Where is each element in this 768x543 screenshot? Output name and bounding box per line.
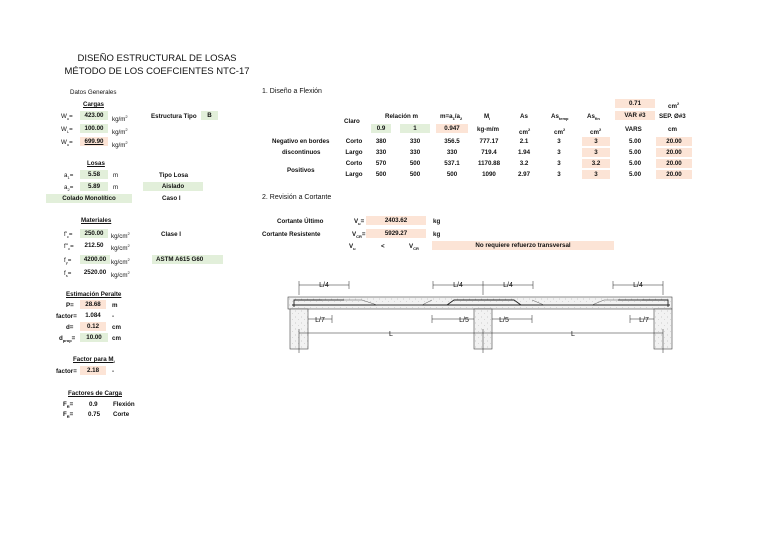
fr2-value: 0.75 [88,411,101,418]
wu-label: $W_u=$ [61,113,73,122]
flexion-top-value: 0.71 [615,99,655,108]
sub-rel2[interactable]: 1 [400,124,430,133]
header-sep: SEP. Ø#3 [659,113,686,120]
flexion-cell-r1: 380 [375,138,387,145]
flexion-cell-m: 330 [446,149,458,156]
title-line-1: DISEÑO ESTRUCTURAL DE LOSAS [77,53,237,64]
header-m-ratio: $m=a_1/a_2$ [440,113,463,122]
fy-label: $f_y=$ [64,257,72,266]
a2-value[interactable]: 5.89 [80,182,108,191]
estructura-tipo-value[interactable]: B [201,111,218,120]
sub-sep-unit: cm [668,126,677,133]
title-line-2: MÉTODO DE LOS COEFCIENTES NTC-17 [64,66,250,77]
header-mi: $M_i$ [484,113,491,122]
flexion-heading: 1. Diseño a Flexión [262,88,322,95]
cortante-resistente-label: Cortante Resistente [262,231,321,238]
flexion-cell-r1: 570 [375,160,387,167]
tipo-losa-value[interactable]: Aislado [143,182,203,191]
fc-value[interactable]: 250.00 [80,229,108,238]
group-negativo-line2: discontinuos [282,149,321,156]
top-dimensions [299,281,663,295]
sub-as-unit: $cm^2$ [519,127,531,137]
flexion-cell-var: 5.00 [628,149,642,156]
factor-label: factor= [56,313,77,320]
sub-var-unit: VARS [625,126,642,133]
fs-value: 2520.00 [83,269,107,276]
dim-l5-a: L/5 [459,317,469,324]
p-unit: m [112,302,118,309]
wu-value[interactable]: 423.00 [80,111,108,120]
flexion-cell-sep: 20.00 [656,159,692,168]
dim-l4-c: L/4 [503,282,513,289]
header-claro: Claro [344,118,360,125]
vu-unit: kg [433,218,441,225]
flexion-cell-r2: 330 [409,149,421,156]
estructura-tipo-label: Estructura Tipo [151,113,197,120]
flexion-cell-mi: 1090 [482,171,496,178]
losas-heading: Losas [87,160,105,167]
a2-unit: m [113,184,119,191]
d-label: d= [66,324,74,331]
flexion-cell-mi: 1170.88 [477,160,501,167]
header-var: VAR #3 [615,111,655,120]
astm-value[interactable]: ASTM A615 G60 [152,255,223,264]
cortante-result: No requiere refuerzo transversal [432,241,614,250]
colado-monolitico-value[interactable]: Colado Monolítico [46,194,132,203]
sub-mi-unit: kg-m/m [477,126,500,133]
flexion-cell-mi: 719.4 [481,149,497,156]
cortante-ultimo-label: Cortante Último [277,218,324,225]
p-value: 28.68 [80,300,106,309]
flexion-cell-asf: 3 [582,170,610,179]
factores-carga-heading: Factores de Carga [68,390,122,397]
group-positivos: Positivos [287,167,315,174]
dprop-unit: cm [112,335,121,342]
d-unit: cm [112,324,121,331]
fr1-value: 0.9 [89,401,98,408]
flexion-cell-var: 5.00 [628,138,642,145]
header-as-temp: $As_{temp}$ [551,113,569,122]
flexion-cell-as: 2.1 [519,138,529,145]
a1-value[interactable]: 5.58 [80,170,108,179]
fc2-value: 212.50 [84,242,104,249]
dim-l4-d: L/4 [633,282,643,289]
dim-l7-a: L/7 [315,317,325,324]
fr2-label: $F_R=$ [63,411,74,420]
dim-l7-b: L/7 [639,317,649,324]
estimacion-peralte-heading: Estimación Peralte [66,291,122,298]
flexion-cell-m: 356.5 [444,138,460,145]
flexion-cell-sep: 20.00 [656,137,692,146]
wd-value: 699.90 [80,137,108,146]
flexion-cell-asf: 3 [582,148,610,157]
cmp-operator: < [381,243,385,250]
wl-value[interactable]: 100.00 [80,124,108,133]
fs-label: $f_s=$ [64,270,72,279]
factor-value: 1.084 [85,312,101,319]
slab-reinforcement-diagram [282,273,682,358]
flexion-cell-asf: 3.2 [582,159,610,168]
flexion-cell-claro: Largo [345,171,363,178]
a2-label: $a_2=$ [64,184,74,193]
flexion-cell-as: 1.94 [517,149,531,156]
flexion-cell-ast: 3 [557,171,561,178]
sub-ast-unit: $cm^2$ [554,127,566,137]
dim-l-a: L [389,331,393,338]
a1-label: $a_1=$ [64,172,74,181]
fc2-label: $f''_c=$ [64,243,74,252]
factor-unit: - [112,313,115,320]
flexion-cell-as: 3.2 [519,160,529,167]
vu-value: 2403.62 [366,216,426,225]
flexion-cell-mi: 777.17 [479,138,499,145]
flexion-cell-r2: 330 [409,138,421,145]
flexion-cell-claro: Largo [345,149,363,156]
flexion-cell-m: 537.1 [444,160,460,167]
wl-label: $W_L=$ [61,126,73,135]
wd-unit: $kg/m^2$ [112,140,128,150]
factor-mi-heading: Factor para $M_i$ [73,356,115,365]
a1-unit: m [113,172,119,179]
d-value: 0.12 [80,322,106,331]
flexion-cell-m: 500 [446,171,458,178]
dim-l5-b: L/5 [499,317,509,324]
caso-value: Caso I [162,195,181,202]
sub-mval: 0.947 [436,124,468,133]
flexion-cell-ast: 3 [557,160,561,167]
fc2-unit: $kg/cm^2$ [111,243,130,253]
flexion-cell-sep: 20.00 [656,170,692,179]
flexion-cell-asf: 3 [582,137,610,146]
factor-mi-label: factor= [56,368,77,375]
fr1-desc: Flexión [113,401,135,408]
flexion-cell-r2: 500 [409,171,421,178]
flexion-cell-claro: Corto [345,138,363,145]
sub-asf-unit: $cm^2$ [590,127,602,137]
flexion-cell-var: 5.00 [628,171,642,178]
p-label: P= [66,302,74,309]
flexion-top-unit: $cm^2$ [668,101,680,111]
clase-value: Clase I [161,231,181,238]
vcr-unit: kg [433,231,441,238]
flexion-cell-r1: 330 [375,149,387,156]
wl-unit: $kg/m^2$ [112,127,128,137]
wd-label: $W_u=$ [61,139,73,148]
dim-l-b: L [571,331,575,338]
flexion-cell-r2: 500 [409,160,421,167]
flexion-cell-ast: 3 [557,138,561,145]
datos-generales-heading: Datos Generales [70,89,117,96]
vcr-label: $V_{CR}=$ [352,231,366,240]
flexion-cell-r1: 500 [375,171,387,178]
dim-l4-a: L/4 [319,282,329,289]
dprop-label: $d_{prop}=$ [59,335,76,344]
fc-label: $f'_c=$ [64,231,73,240]
vu-label: $V_u=$ [354,218,365,227]
fr2-desc: Corte [113,411,130,418]
fy-value[interactable]: 4200.00 [80,255,110,264]
slab-body [288,297,672,309]
header-as: As [520,113,528,120]
factor-mi-value: 2.18 [80,366,106,375]
flexion-cell-claro: Corto [345,160,363,167]
fy-unit: $kg/cm^2$ [111,257,130,267]
dim-l4-b: L/4 [453,282,463,289]
flexion-cell-sep: 20.00 [656,148,692,157]
cargas-heading: Cargas [83,101,104,108]
sub-rel1[interactable]: 0.9 [371,124,391,133]
flexion-cell-ast: 3 [557,149,561,156]
fs-unit: $kg/cm^2$ [111,270,130,280]
materiales-heading: Materiales [81,217,112,224]
fr1-label: $F_R=$ [63,401,74,410]
cmp-left: $V_u$ [349,243,356,252]
group-negativo-line1: Negativo en bordes [272,138,330,145]
header-relacion: Relación m [385,113,419,120]
header-as-fin: $As_{fin}$ [587,113,600,122]
fc-unit: $kg/cm^2$ [111,231,130,241]
flexion-cell-as: 2.97 [517,171,531,178]
cmp-right: $V_{CR}$ [409,243,419,252]
wu-unit: $kg/m^2$ [112,114,128,124]
dprop-value[interactable]: 10.00 [80,333,108,342]
factor-mi-unit: - [112,368,115,375]
cortante-heading: 2. Revisión a Cortante [262,194,332,201]
vcr-value: 5929.27 [366,229,426,238]
tipo-losa-label: Tipo Losa [159,172,189,179]
flexion-cell-var: 5.00 [628,160,642,167]
